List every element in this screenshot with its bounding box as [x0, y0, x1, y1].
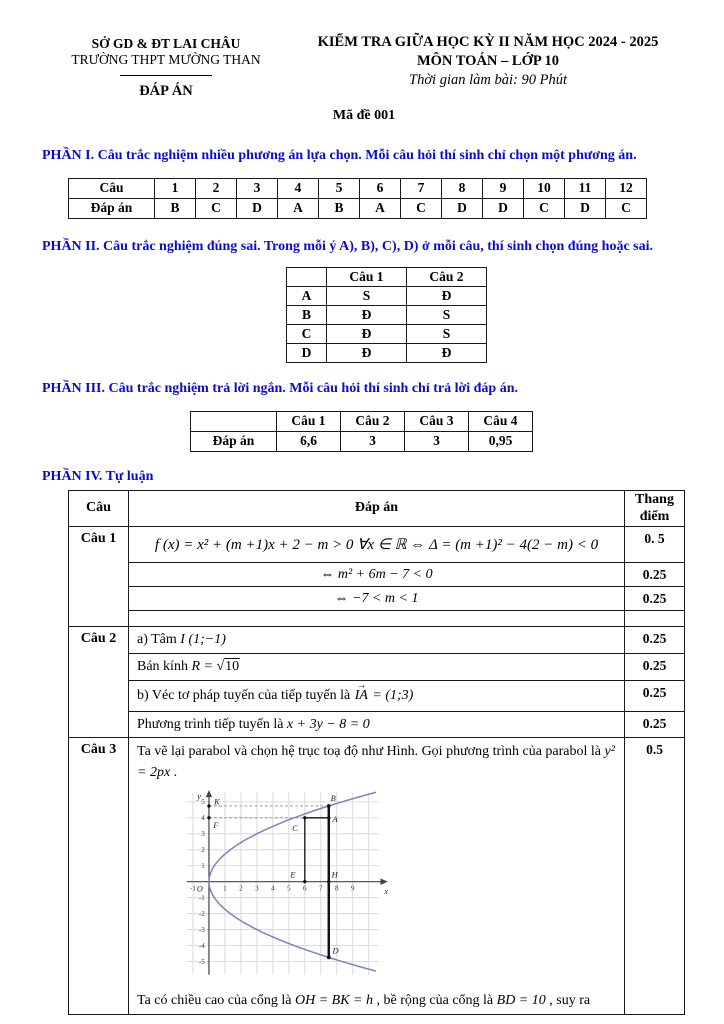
- table-row: [69, 587, 685, 611]
- svg-text:-5: -5: [198, 958, 205, 967]
- header-thang-diem: Thang điểm: [625, 491, 685, 527]
- table-row: [69, 178, 647, 198]
- text-segment: Phương trình tiếp tuyến là: [137, 716, 287, 732]
- table-row: [69, 611, 685, 627]
- parabola-figure: [185, 786, 616, 988]
- answer-cell: D: [237, 198, 278, 218]
- question-number-cell: 1: [155, 178, 196, 198]
- question-number-cell: 9: [483, 178, 524, 198]
- svg-text:5: 5: [287, 884, 291, 893]
- table-row: [287, 306, 487, 325]
- formula: f (x) = x² + (m +1)x + 2 − m > 0 ∀x ∈ ℝ ⇔ Δ = (m +1)² − 4(2 − m) < 0: [154, 537, 599, 554]
- svg-text:A: A: [332, 814, 338, 825]
- table-row: [287, 344, 487, 363]
- answer-cell: Đ: [407, 344, 487, 363]
- y-axis-label: y: [197, 791, 201, 802]
- score-cell: 0.5: [625, 738, 685, 1015]
- header-divider: [120, 75, 212, 76]
- score-cell: 0.25: [625, 627, 685, 654]
- svg-text:4: 4: [201, 814, 205, 823]
- table-header-row: [69, 491, 685, 527]
- svg-text:5: 5: [201, 798, 205, 807]
- question-number-cell: 4: [278, 178, 319, 198]
- parabola-graph: [185, 786, 403, 983]
- question-number-cell: 7: [401, 178, 442, 198]
- table-row: [69, 627, 685, 654]
- part2-heading: PHẦN II. Câu trắc nghiệm đúng sai. Trong mỗi ý A), B), C), D) ở mỗi câu, thí sinh chọn đúng hoặc sai.: [42, 238, 654, 254]
- x-axis-label: x: [384, 886, 388, 897]
- svg-text:7: 7: [319, 884, 323, 893]
- part4-heading: PHẦN IV. Tự luận: [42, 468, 154, 484]
- text-segment: , bề rộng của cổng là: [373, 993, 497, 1009]
- answer-cell: C: [401, 198, 442, 218]
- exam-code: Mã đề 001: [332, 108, 396, 123]
- table-row: [69, 198, 647, 218]
- svg-text:-2: -2: [198, 910, 205, 919]
- answer-cell: D: [442, 198, 483, 218]
- column-header-cell: Câu 1: [277, 411, 341, 431]
- svg-text:6: 6: [303, 884, 307, 893]
- question-number-cell: 6: [360, 178, 401, 198]
- radicand: 10: [225, 659, 240, 675]
- answer-cell: Đ: [327, 306, 407, 325]
- answer-cell: A: [278, 198, 319, 218]
- table-row: [287, 325, 487, 344]
- solution-step: [129, 563, 625, 587]
- svg-text:F: F: [213, 820, 219, 831]
- radical-sign: √: [216, 659, 225, 675]
- column-header-cell: Câu 2: [341, 411, 405, 431]
- part2-answer-table: [286, 267, 487, 363]
- row-label-cell: Câu: [69, 178, 155, 198]
- text-segment: , suy ra: [545, 993, 591, 1009]
- answer-cell: B: [155, 198, 196, 218]
- svg-text:1: 1: [201, 862, 205, 871]
- score-cell: 0. 5: [625, 527, 685, 563]
- cau2-label: Câu 2: [69, 627, 129, 738]
- school-block: [42, 34, 290, 100]
- solution-step: [129, 712, 625, 738]
- answer-cell: B: [319, 198, 360, 218]
- formula: BD = 10: [496, 993, 546, 1009]
- formula: I (1;−1): [180, 632, 226, 648]
- answer-cell: 3: [405, 431, 469, 451]
- row-label-cell: D: [287, 344, 327, 363]
- table-row: [69, 527, 685, 563]
- exam-title: KIỂM TRA GIỮA HỌC KỲ II NĂM HỌC 2024 - 2025: [317, 34, 659, 50]
- table-row: [69, 654, 685, 681]
- solution-step: [129, 738, 625, 1015]
- answer-label-cell: Đáp án: [191, 431, 277, 451]
- formula: = (1;3): [368, 688, 414, 704]
- empty-cell: [129, 611, 625, 627]
- table-row: [69, 681, 685, 712]
- origin-label: O: [196, 883, 203, 894]
- svg-text:E: E: [290, 869, 296, 880]
- table-row: [69, 712, 685, 738]
- solution-paragraph: [137, 741, 616, 783]
- question-number-cell: 5: [319, 178, 360, 198]
- solution-step: [129, 587, 625, 611]
- answer-cell: C: [196, 198, 237, 218]
- answer-cell: Đ: [407, 287, 487, 306]
- answer-cell: C: [524, 198, 565, 218]
- document-header: [42, 34, 686, 100]
- text-segment: Bán kính: [137, 659, 192, 675]
- cau1-label: Câu 1: [69, 527, 129, 627]
- question-number-cell: 3: [237, 178, 278, 198]
- svg-text:-4: -4: [198, 942, 205, 951]
- department-name: SỞ GD & ĐT LAI CHÂU: [91, 36, 241, 51]
- svg-text:H: H: [331, 869, 338, 880]
- solution-paragraph: [137, 990, 616, 1011]
- svg-text:8: 8: [334, 884, 339, 893]
- svg-text:3: 3: [255, 884, 259, 893]
- part3-answer-table: [190, 411, 533, 452]
- blank-cell: [287, 268, 327, 287]
- svg-text:-1: -1: [198, 894, 205, 903]
- table-row: [287, 268, 487, 287]
- vector-symbol: IA →: [354, 688, 369, 704]
- column-header-cell: Câu 2: [407, 268, 487, 287]
- svg-text:3: 3: [201, 830, 205, 839]
- exam-duration: Thời gian làm bài: 90 Phút: [409, 72, 567, 88]
- question-number-cell: 10: [524, 178, 565, 198]
- answer-cell: 6,6: [277, 431, 341, 451]
- exam-subject: MÔN TOÁN – LỚP 10: [416, 53, 560, 69]
- svg-text:D: D: [332, 945, 339, 956]
- answer-cell: C: [606, 198, 647, 218]
- svg-text:1: 1: [223, 884, 227, 893]
- blank-cell: [191, 411, 277, 431]
- table-row: [69, 563, 685, 587]
- answer-cell: Đ: [327, 325, 407, 344]
- solution-step: [129, 527, 625, 563]
- svg-text:2: 2: [239, 884, 243, 893]
- text-segment: Ta có chiều cao của cổng là: [137, 993, 295, 1009]
- answer-cell: 3: [341, 431, 405, 451]
- text-segment: Ta vẽ lại parabol và chọn hệ trục toạ độ như Hình. Gọi phương trình của parabol là: [137, 744, 605, 760]
- column-header-cell: Câu 1: [327, 268, 407, 287]
- text-segment: .: [170, 765, 178, 781]
- answer-cell: S: [407, 306, 487, 325]
- table-row: [287, 287, 487, 306]
- answer-cell: S: [327, 287, 407, 306]
- answer-cell: 0,95: [469, 431, 533, 451]
- svg-text:-1: -1: [190, 884, 196, 893]
- part1-heading: PHẦN I. Câu trắc nghiệm nhiều phương án lựa chọn. Mỗi câu hỏi thí sinh chỉ chọn một phương án.: [42, 148, 637, 163]
- table-row: [191, 411, 533, 431]
- row-label-cell: C: [287, 325, 327, 344]
- question-number-cell: 8: [442, 178, 483, 198]
- solution-step: [129, 681, 625, 712]
- svg-text:-3: -3: [198, 926, 205, 935]
- answer-key-title: ĐÁP ÁN: [139, 83, 193, 99]
- text-segment: b) Véc tơ pháp tuyến của tiếp tuyến là: [137, 688, 354, 704]
- header-cau: Câu: [69, 491, 129, 527]
- svg-text:9: 9: [350, 884, 355, 893]
- column-header-cell: Câu 4: [469, 411, 533, 431]
- header-dapan: Đáp án: [129, 491, 625, 527]
- part1-answer-table: [68, 178, 647, 219]
- table-row: [191, 431, 533, 451]
- score-cell: 0.25: [625, 587, 685, 611]
- score-cell: 0.25: [625, 654, 685, 681]
- formula: OH = BK = h: [295, 993, 374, 1009]
- table-row: [69, 738, 685, 1015]
- score-cell: 0.25: [625, 712, 685, 738]
- exam-block: [290, 34, 686, 100]
- answer-cell: D: [483, 198, 524, 218]
- answer-label-cell: Đáp án: [69, 198, 155, 218]
- text-segment: a) Tâm: [137, 632, 181, 648]
- answer-cell: D: [565, 198, 606, 218]
- svg-text:K: K: [214, 797, 220, 808]
- svg-text:C: C: [292, 823, 298, 834]
- row-label-cell: B: [287, 306, 327, 325]
- score-cell: 0.25: [625, 563, 685, 587]
- svg-text:4: 4: [271, 884, 275, 893]
- svg-text:2: 2: [201, 846, 205, 855]
- school-name: TRƯỜNG THPT MƯỜNG THAN: [71, 52, 261, 67]
- x-tick-labels: [190, 885, 355, 893]
- formula: ⇔ −7 < m < 1: [334, 590, 419, 606]
- column-header-cell: Câu 3: [405, 411, 469, 431]
- answer-cell: A: [360, 198, 401, 218]
- formula: y² = 2px: [137, 744, 615, 781]
- empty-score-cell: [625, 611, 685, 627]
- formula: ⇔ m² + 6m − 7 < 0: [320, 566, 433, 582]
- question-number-cell: 11: [565, 178, 606, 198]
- solution-step: [129, 627, 625, 654]
- formula: x + 3y − 8 = 0: [286, 716, 370, 732]
- svg-text:B: B: [330, 793, 336, 804]
- cau3-label: Câu 3: [69, 738, 129, 1015]
- part3-heading: PHẦN III. Câu trắc nghiệm trả lời ngắn. Mỗi câu hỏi thí sinh chỉ trả lời đáp án.: [42, 381, 518, 397]
- score-cell: 0.25: [625, 681, 685, 712]
- question-number-cell: 2: [196, 178, 237, 198]
- answer-cell: S: [407, 325, 487, 344]
- part4-solution-table: [68, 490, 685, 1015]
- row-label-cell: A: [287, 287, 327, 306]
- question-number-cell: 12: [606, 178, 647, 198]
- solution-step: [129, 654, 625, 681]
- answer-cell: Đ: [327, 344, 407, 363]
- formula: R =: [191, 659, 217, 675]
